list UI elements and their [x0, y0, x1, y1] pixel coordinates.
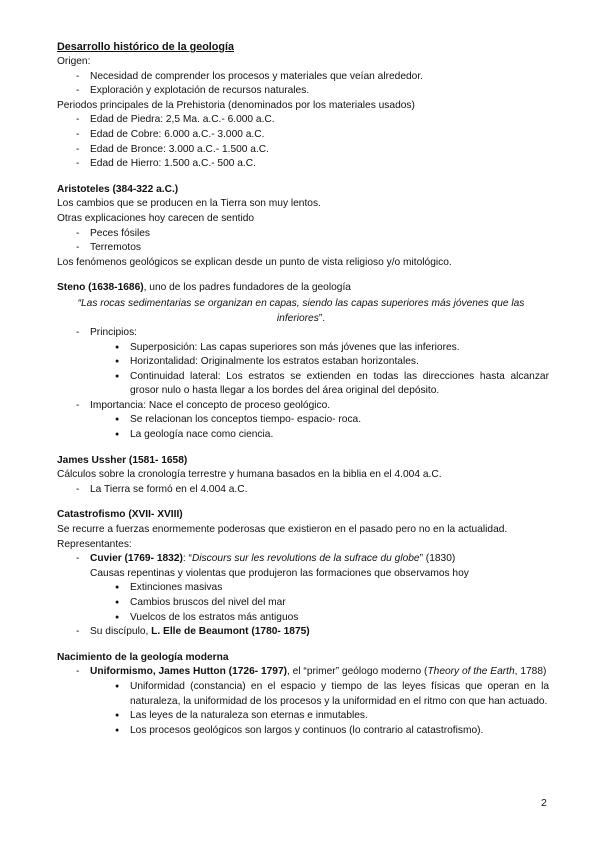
moderna-heading: Nacimiento de la geología moderna [57, 651, 229, 663]
list-item: ● Horizontalidad: Originalmente los estratos estaban horizontales. [57, 355, 549, 370]
list-item: ● Uniformidad (constancia) en el espacio y tiempo de las leyes físicas que operan en la naturaleza, la uniformidad de los procesos y la uniformidad en el ritmo con que han actuado. [57, 680, 549, 709]
list-item: ● Se relacionan los conceptos tiempo- espacio- roca. [57, 413, 549, 428]
steno-heading-line [57, 281, 549, 296]
steno-heading: Steno (1638-1686) [57, 282, 144, 294]
list-item: ● Los procesos geológicos son largos y continuos (lo contrario al catastrofismo). [57, 724, 549, 739]
steno-quote-text: “Las rocas sedimentarias se organizan en capas, siendo las capas superiores más jóvenes que las inferiores [77, 297, 525, 324]
hutton-name: Uniformismo, James Hutton (1726- 1797) [90, 666, 288, 678]
list-item: - Necesidad de comprender los procesos y materiales que veían alrededor. [57, 70, 549, 85]
paragraph: Otras explicaciones hoy carecen de sentido [57, 212, 255, 224]
steno-heading-rest: , uno de los padres fundadores de la geología [143, 282, 351, 294]
steno-quote-end: ”. [318, 312, 326, 324]
importancia-label: - Importancia: Nace el concepto de proceso geológico. [57, 399, 549, 414]
list-item [57, 625, 549, 640]
list-item: ● Extinciones masivas [57, 581, 549, 596]
steno-quote [57, 296, 549, 326]
list-item: ● Las leyes de la naturaleza son eternas e inmutables. [57, 709, 549, 724]
hutton-mid: , el “primer” geólogo moderno ( [287, 666, 428, 678]
paragraph: Los cambios que se producen en la Tierra son muy lentos. [57, 198, 321, 210]
page-number: 2 [541, 797, 547, 809]
catastrofismo-heading: Catastrofismo (XVII- XVIII) [57, 509, 183, 521]
list-item [57, 665, 549, 680]
aristoteles-heading: Aristoteles (384-322 a.C.) [57, 183, 179, 195]
origen-label: Origen: [57, 56, 91, 67]
list-item: - La Tierra se formó en el 4.004 a.C. [57, 483, 549, 498]
paragraph: Los fenómenos geológicos se explican desde un punto de vista religioso y/o mitológico. [57, 256, 452, 268]
list-item: ● Cambios bruscos del nivel del mar [57, 596, 549, 611]
list-item: - Terremotos [57, 241, 549, 256]
list-item [57, 552, 549, 567]
list-item: ● Vuelcos de los estratos más antiguos [57, 611, 549, 626]
list-item: - Exploración y explotación de recursos naturales. [57, 84, 549, 99]
list-item: - Edad de Hierro: 1.500 a.C.- 500 a.C. [57, 157, 549, 172]
hutton-year: , 1788) [514, 666, 547, 678]
document-title: Desarrollo histórico de la geología [57, 41, 234, 53]
principios-label: - Principios: [57, 326, 549, 341]
ussher-heading: James Ussher (1581- 1658) [57, 454, 188, 466]
cuvier-colon: : “ [182, 553, 192, 565]
list-item: - Peces fósiles [57, 227, 549, 242]
list-item: ● La geología nace como ciencia. [57, 428, 549, 443]
periodos-label: Periodos principales de la Prehistoria (denominados por los materiales usados) [57, 99, 415, 111]
list-item: - Edad de Cobre: 6.000 a.C.- 3.000 a.C. [57, 128, 549, 143]
paragraph: Causas repentinas y violentas que produjeron las formaciones que observamos hoy [90, 567, 469, 579]
paragraph: Representantes: [57, 538, 132, 550]
paragraph: Cálculos sobre la cronología terrestre y humana basados en la biblia en el 4.004 a.C. [57, 469, 442, 481]
cuvier-work: Discours sur les revolutions de la sufrace du globe [191, 553, 420, 565]
paragraph: Se recurre a fuerzas enormemente poderosas que existieron en el pasado pero no en la actualidad. [57, 524, 508, 536]
cuvier-name: Cuvier (1769- 1832) [90, 553, 183, 565]
list-item: ● Continuidad lateral: Los estratos se extienden en todas las direcciones hasta alcanzar grosor nulo o hasta llegar a los bordes del área original del depósito. [57, 370, 549, 399]
discipulo-prefix: Su discípulo, [90, 626, 152, 638]
discipulo-name: L. Elle de Beaumont (1780- 1875) [151, 626, 310, 638]
list-item: ● Superposición: Las capas superiores son más jóvenes que las inferiores. [57, 341, 549, 356]
document-page [57, 40, 549, 738]
cuvier-year: ” (1830) [419, 553, 456, 565]
hutton-work: Theory of the Earth [427, 666, 515, 678]
list-item: - Edad de Piedra: 2,5 Ma. a.C.- 6.000 a.C. [57, 113, 549, 128]
list-item: - Edad de Bronce: 3.000 a.C.- 1.500 a.C. [57, 143, 549, 158]
